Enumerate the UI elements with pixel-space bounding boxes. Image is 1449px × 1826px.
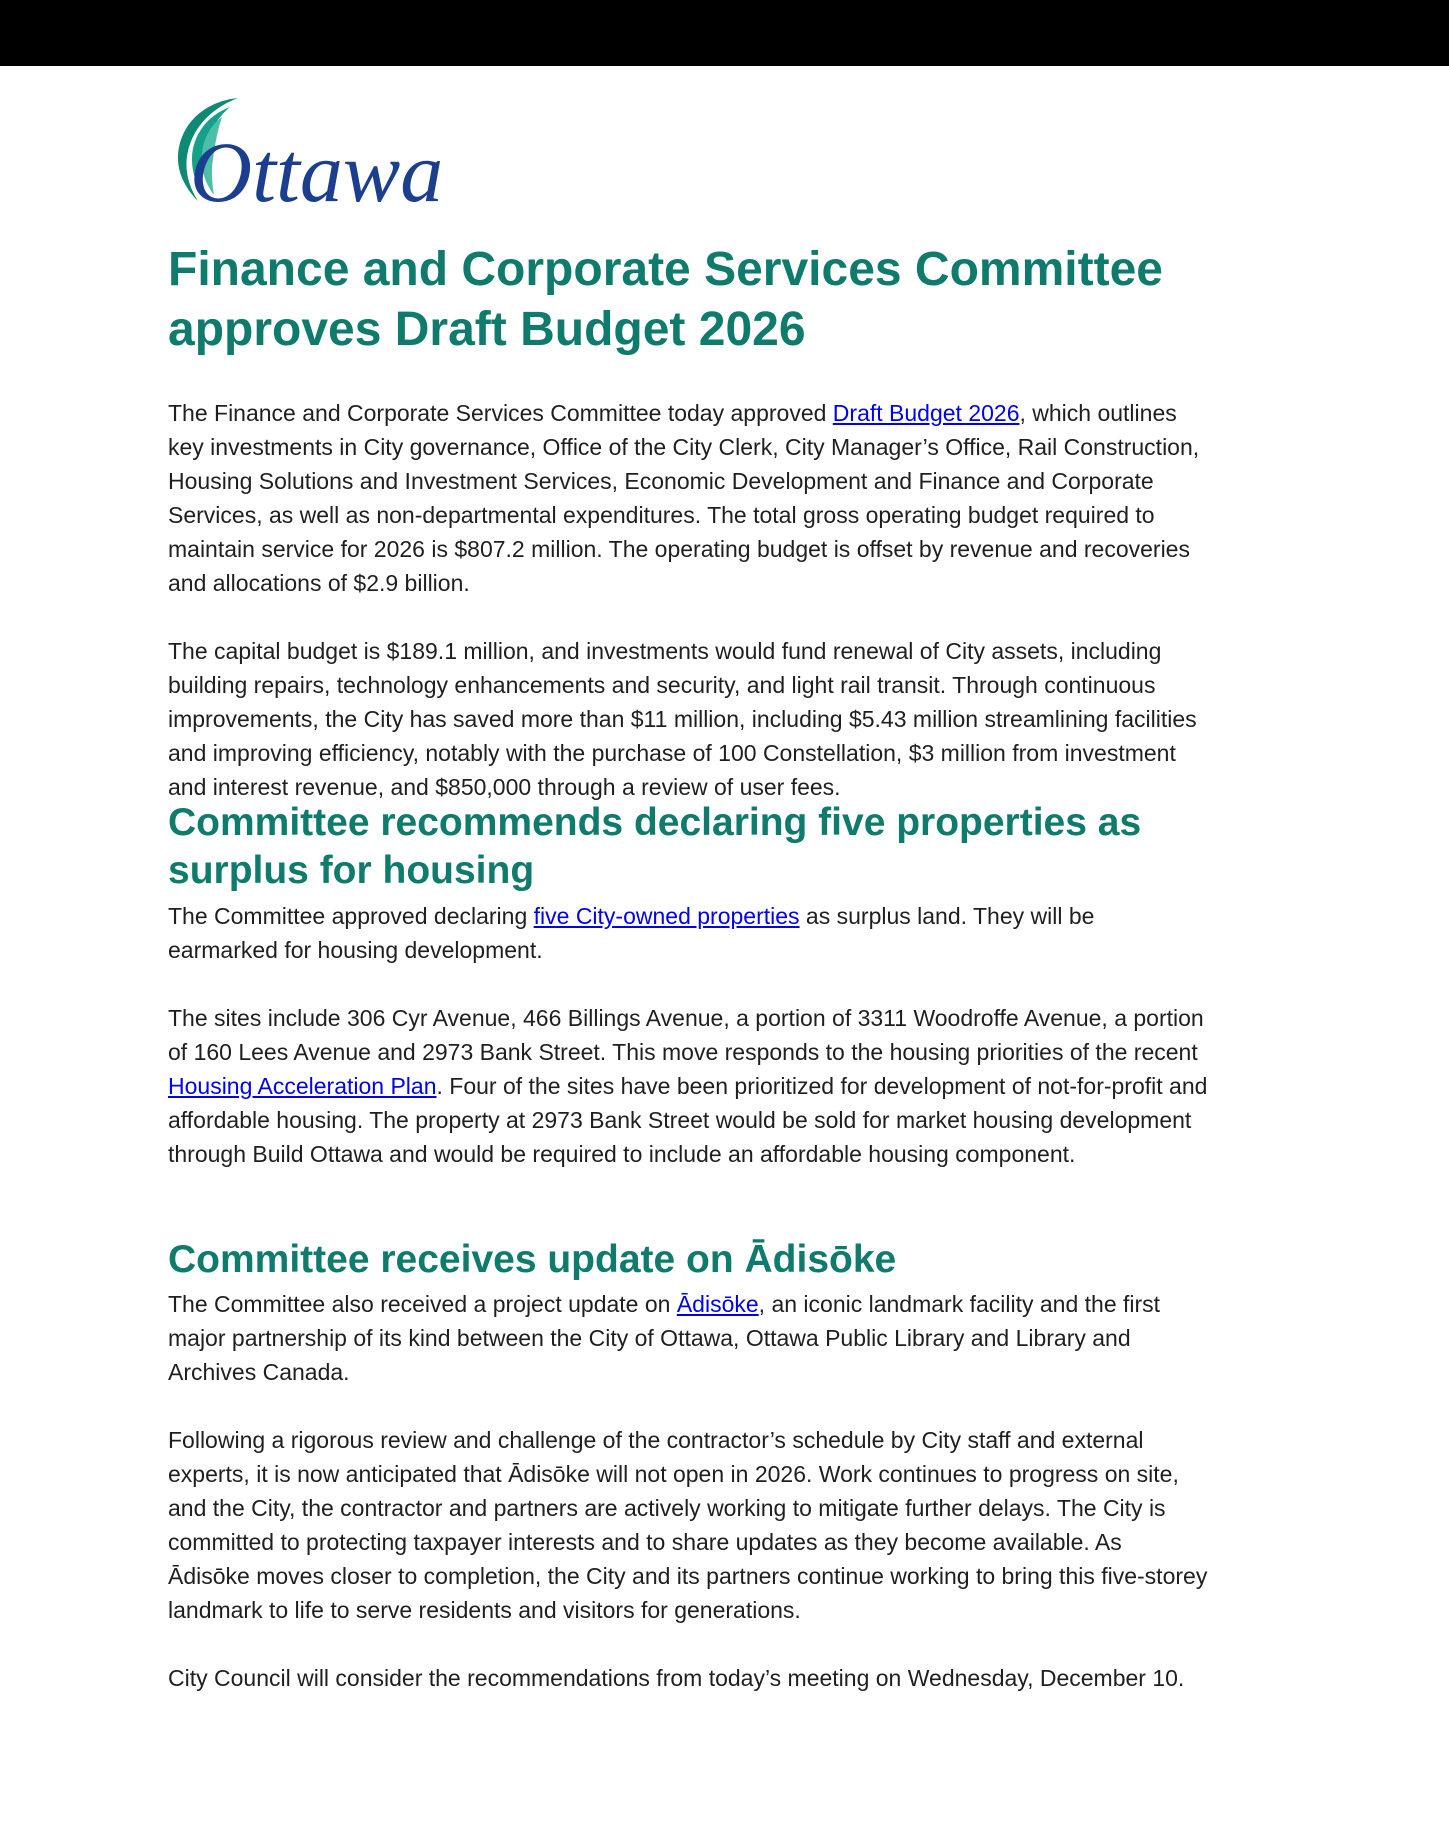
- ottawa-logo: [168, 93, 448, 213]
- top-bar: [0, 0, 1449, 66]
- paragraph-adisoke-schedule: Following a rigorous review and challenge of the contractor’s schedule by City staff and external experts, it is now anticipated that Ādisōke will not open in 2026. Work continues to progress on site, and the City, the contractor and partners are actively working to mitigate further delays. The City is committed to protecting taxpayer interests and to share updates as they become available. As Ādisōke moves closer to completion, the City and its partners continue working to bring this five-storey landmark to life to serve residents and visitors for generations.: [168, 1427, 1208, 1623]
- paragraph-budget-intro: [168, 396, 1208, 600]
- paragraph-text: , which outlines key investments in City governance, Office of the City Clerk, City Manager’s Office, Rail Construction, Housing Solutions and Investment Services, Economic Development and Finance and Corporate Services, as well as non-departmental expenditures. The total gross operating budget required to maintain service for 2026 is $807.2 million. The operating budget is offset by revenue and recoveries and allocations of $2.9 billion.: [168, 400, 1200, 596]
- section-heading-adisoke: Committee receives update on Ādisōke: [168, 1238, 897, 1281]
- page-title: Finance and Corporate Services Committee approves Draft Budget 2026: [168, 243, 1163, 356]
- paragraph-surplus-land: [168, 899, 1208, 967]
- paragraph-adisoke-update: [168, 1287, 1208, 1389]
- paragraph-text: , an iconic landmark facility and the first major partnership of its kind between the City of Ottawa, Ottawa Public Library and Library and Archives Canada.: [168, 1291, 1161, 1385]
- section-heading-surplus-housing: Committee recommends declaring five properties as surplus for housing: [168, 801, 1142, 892]
- paragraph-sites: [168, 1001, 1208, 1171]
- paragraph-text: The sites include 306 Cyr Avenue, 466 Billings Avenue, a portion of 3311 Woodroffe Avenue, a portion of 160 Lees Avenue and 2973 Bank Street. This move responds to the housing priorities of the recent: [168, 1005, 1204, 1065]
- adisoke-link[interactable]: Ādisōke: [676, 1291, 759, 1317]
- paragraph-council-date: City Council will consider the recommendations from today’s meeting on Wednesday, December 10.: [168, 1665, 1185, 1691]
- five-city-owned-properties-link[interactable]: five City-owned properties: [533, 903, 800, 929]
- paragraph-text: . Four of the sites have been prioritized for development of not-for-profit and affordable housing. The property at 2973 Bank Street would be sold for market housing development through Build Ottawa and would be required to include an affordable housing component.: [168, 1073, 1208, 1167]
- paragraph-text: The Finance and Corporate Services Committee today approved: [168, 400, 833, 426]
- paragraph-text: The Committee also received a project update on: [168, 1291, 677, 1317]
- housing-acceleration-plan-link[interactable]: Housing Acceleration Plan: [168, 1073, 437, 1099]
- logo-wordmark: Ottawa: [190, 124, 444, 213]
- paragraph-text: as surplus land. They will be earmarked for housing development.: [168, 903, 1095, 963]
- draft-budget-2026-link[interactable]: Draft Budget 2026: [832, 400, 1020, 426]
- paragraph-capital-budget: The capital budget is $189.1 million, and investments would fund renewal of City assets, including building repairs, technology enhancements and security, and light rail transit. Through continuous improvements, the City has saved more than $11 million, including $5.43 million streamlining facilities and improving efficiency, notably with the purchase of 100 Constellation, $3 million from investment and interest revenue, and $850,000 through a review of user fees.: [168, 638, 1197, 800]
- paragraph-text: The Committee approved declaring: [168, 903, 534, 929]
